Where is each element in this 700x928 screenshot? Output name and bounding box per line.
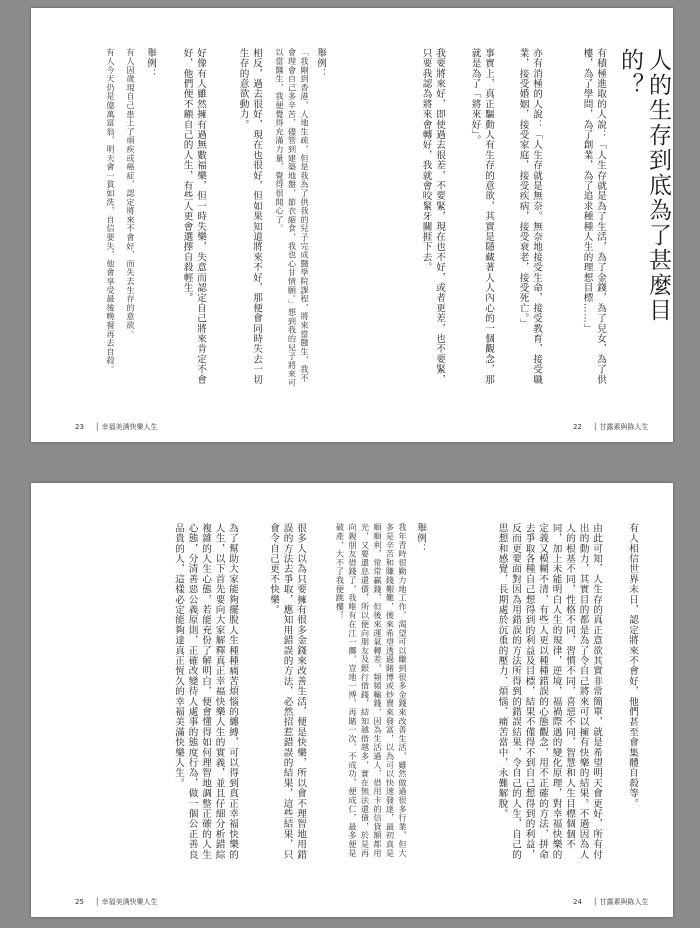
paragraph: 很多人以為只要擁有很多金錢來改善生活，便是快樂，所以會不理智地用錯誤的方法去爭取，應知用錯誤的方法，必然招惹錯誤的結果，這些結果，只會令自己更不快樂。 (268, 523, 306, 860)
page-number: 22 (573, 423, 582, 431)
page-number: 25 (75, 898, 84, 906)
page-number: 23 (75, 423, 84, 431)
running-title: 幸福美满快樂人生 (101, 423, 158, 431)
quote-paragraph: 我年青時很勤力地工作，渴望可以賺到很多金錢來改善生活，雖然做過很多行業，但大多是辛苦和賺錢艱難，後來希望透過賭博或炒賣來發富，以為可以快速發達，最初真是順順利，常常贏錢，但後來運氣轉差，頻頻輸錢，因為生活過人，借用卡的信貸額都用光，又要還息還債，所以便向朋友及銀行借錢，結知越借越多，實在無法還債，於是再向親朋友借錢了，我唯有在江一擲，豈地一博，再賭一次，不成功，便成仁，最多便是破產，大不了我便跳樓！ (335, 523, 408, 858)
paragraph: 事實上，真正驅動人有生存的意欲，其實是隱藏著人人內心的一個觀念，那就是為了「將來好」。 (469, 48, 494, 385)
book-spread-top (31, 8, 673, 442)
paragraph: 有積極進取的人說：「人生存就是為了生活，為了金錢，為了兒女，為了供樓，為了學問，為了創業，為了追求種種人生的理想目標……」 (581, 48, 606, 385)
chapter-title: 人的生存到底為了甚麼目的？ (617, 48, 671, 323)
page-footer: 23 │ 幸福美满快樂人生 (75, 423, 158, 431)
example-label: 舉例： (145, 48, 156, 79)
page-footer: 22 │ 甘露素與陈人生 (573, 423, 649, 431)
paragraph: 為了幫助大家能夠擺脫人生種種痛苦煩惱的纏縛，可以得到真正幸福快樂的人生，以下首先要向大家解釋真正幸福快樂人生的實義，並且仔細分析錯綜複雜的人生心態，若能充份了解明白，便會懂得如何理智地調整正確的人生心態，分清善惡公義原則，正確改變待人處事的態度行為，做一個公正善良品貴的人，這樣必定能夠達真正恆久的幸福美滿快樂人生。 (173, 523, 238, 860)
quote-paragraph: 有人因歲現自己患上了頑疾或癌症，認定將來不會好，而失去生存的意欲。 (126, 48, 136, 339)
quote-paragraph: 「我剛到香港，人地生疏，但是我為了供我的兒子完成醫學院課程，將來當醫生，我不會理會自己多辛苦，儘管到建築地盤，節衣縮食，我也心甘情願。」想到我的兒子將來可以當醫生，我便覺得充滿力量，覺得很開心了。 (275, 48, 310, 388)
running-title: 幸福美满快樂人生 (101, 898, 158, 906)
example-label: 舉例： (315, 48, 326, 79)
book-spread-bottom (31, 483, 673, 917)
quote-paragraph: 有人今天仍是億萬富翁，明天會一貧如洗，自信要失，他會享受最後晚餐再去自殺。 (106, 48, 116, 374)
paragraph: 由此可知，人生存的真正意欲其實非常簡單，就是希望明天會更好，所有付出的動力，其實目的都是為了令自己將來可以擁有快樂的結果。不過因為人人的根基不同，性格不同，習慣不同，喜惡不同，智慧和人生目標個個不同，加上未能明白人生的規律，逆境，福禍際遇的變化原理，對幸福快樂的定義又模糊不清，有些人更以種種錯誤的心態觀念，用不正確的方法，拼命去爭取各種自己想得到的利益及目標，結果不僅得不到自己想得到的利益，反而更要面對因為用錯誤的方法所得到的錯誤結果，令自己的人生，自己的思想和感覺，長期處於沉重的壓力、煩惱、痛苦當中，永難解脫。 (496, 523, 602, 860)
example-label: 舉例： (415, 523, 426, 554)
paragraph: 我要將來好，即使過去很差，不要緊，現在也不好，或者更差，也不要緊，只要我認為將來會轉好，我就會咬緊牙關捱下去。 (420, 48, 445, 385)
paragraph: 相反，過去很好，現在也很好，但如果知道將來不好，那便會同時失去一切生存的意欲動力。 (237, 48, 262, 385)
page-footer: 25 │ 幸福美满快樂人生 (75, 898, 158, 906)
page-number: 24 (573, 898, 582, 906)
paragraph: 有人相信世界末日，認定將來不會好，他們甚至會集體自殺等。 (627, 523, 638, 809)
running-title: 甘露素與陈人生 (599, 898, 649, 906)
paragraph: 亦有消極的人說：「人生存就是無奈。無奈地接受生命，接受教育，接受職業，接受婚姻，接受家庭，接受疾病，接受衰老，接受死亡。」 (517, 48, 542, 385)
page-footer: 24 │ 甘露素與陈人生 (573, 898, 649, 906)
paragraph: 好像有人雖然擁有過無數福樂，但一時失樂，失意而認定自己將來肯定不會好，他們便不顧自己的人生，有些人更會選擇自殺輕生。 (181, 48, 206, 385)
running-title: 甘露素與陈人生 (599, 423, 649, 431)
